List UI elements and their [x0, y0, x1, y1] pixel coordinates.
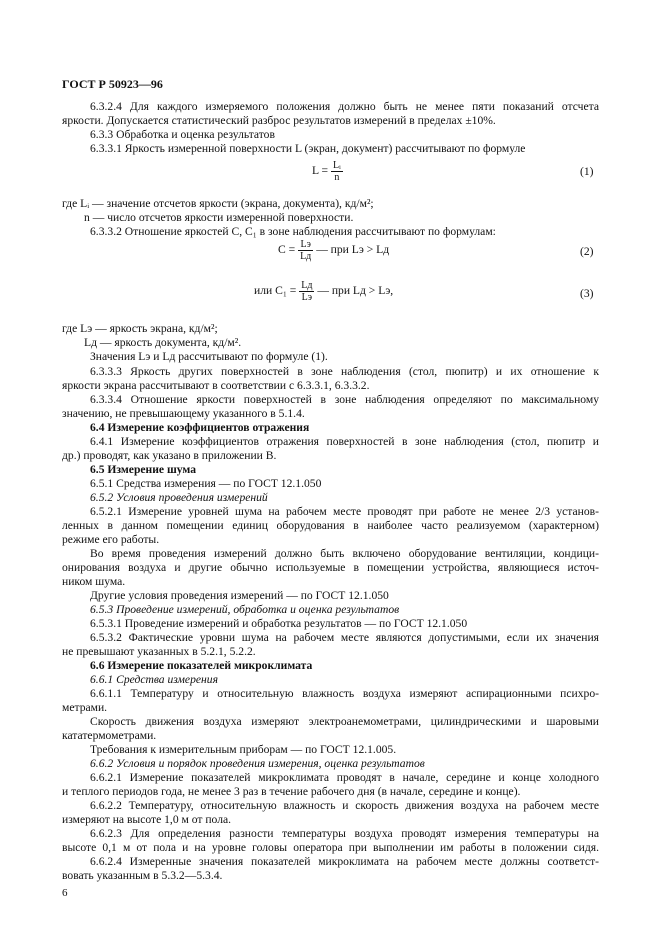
formula-3-number: (3) [580, 287, 594, 300]
text-line: и теплого периодов года, не менее 3 раз в течение рабочего дня (в начале, середине и конце). [62, 785, 521, 798]
formula-3 [254, 280, 393, 303]
text-line: 6.5.2 Условия проведения измерений [90, 491, 268, 504]
text-line: 6.6.1 Средства измерения [90, 673, 218, 686]
text-line: Требования к измерительным приборам — по ГОСТ 12.1.005. [90, 743, 397, 756]
text-line: не превышают указанных в 5.2.1, 5.2.2. [62, 645, 256, 658]
formula-2-condition: — при Lэ > Lд [316, 243, 390, 257]
text-line: ленных в данном помещении единиц оборудования в наиболее часто реализуемом (характерном) [62, 519, 599, 532]
text-line: 6.4 Измерение коэффициентов отражения [90, 421, 310, 434]
text-line: Скорость движения воздуха измеряют электроанемометрами, цилиндрическими и шаровыми [90, 715, 599, 728]
text-line: n — число отсчетов яркости измеренной поверхности. [84, 211, 354, 224]
text-line: 6.5.3.1 Проведение измерений и обработка результатов — по ГОСТ 12.1.050 [90, 617, 468, 630]
formula-1-fraction [331, 160, 343, 183]
text-line: 6.3.2.4 Для каждого измеряемого положения должно быть не менее пяти показаний отсчета [90, 100, 599, 113]
text-line: 6.6.2 Условия и порядок проведения измерения, оценка результатов [90, 757, 425, 770]
text-line: высоте 0,1 м от пола и на уровне головы оператора при выполнении им работы в положении сидя. [62, 841, 599, 854]
text-line: яркости экрана рассчитывают в соответствии с 6.3.3.1, 6.3.3.2. [62, 379, 370, 392]
text-line: Во время проведения измерений должно быть включено оборудование вентиляции, кондици- [90, 547, 599, 560]
text-line: вовать указанным в 5.3.2—5.3.4. [62, 869, 223, 882]
formula-1-lhs: L = [312, 164, 329, 178]
text-line: 6.5.2.1 Измерение уровней шума на рабочем месте проводят при работе не менее 2/3 установ- [90, 505, 599, 518]
formula-2-lhs: C = [278, 243, 296, 257]
formula-2 [278, 239, 389, 262]
text-line: 6.3.3 Обработка и оценка результатов [90, 128, 275, 141]
text-line: 6.5.3.2 Фактические уровни шума на рабочем месте являются допустимыми, если их значения [90, 631, 599, 644]
text-line: 6.3.3.4 Отношение яркости поверхностей в зоне наблюдения определяют по максимальному [90, 393, 599, 406]
text-line: кататермометрами. [62, 729, 157, 742]
text-line: 6.6 Измерение показателей микроклимата [90, 659, 313, 672]
formula-1-denominator: n [334, 172, 340, 183]
formula-1-number: (1) [580, 165, 594, 178]
text-line: 6.5.3 Проведение измерений, обработка и оценка результатов [90, 603, 400, 616]
formula-2-numerator: Lэ [298, 239, 313, 251]
formula-3-lhs: или C₁ = [254, 284, 297, 298]
text-line: метрами. [62, 701, 108, 714]
formula-1-numerator: Lᵢ [333, 160, 341, 171]
text-line: 6.4.1 Измерение коэффициентов отражения поверхностей в зоне наблюдения (стол, пюпитр и [90, 435, 599, 448]
text-line: онирования воздуха и другие обычно используемые в помещении устройства, являющиеся источ- [62, 561, 599, 574]
text-line: 6.6.2.2 Температуру, относительную влажность и скорость движения воздуха на рабочем месте [90, 799, 599, 812]
document-header: ГОСТ Р 50923—96 [62, 77, 163, 91]
formula-2-fraction [298, 239, 313, 262]
text-line: Другие условия проведения измерений — по ГОСТ 12.1.050 [90, 589, 389, 602]
text-line: 6.5 Измерение шума [90, 463, 196, 476]
text-line: яркости. Допускается статистический разброс результатов измерений в пределах ±10%. [62, 114, 496, 127]
page-number: 6 [62, 887, 68, 899]
formula-2-number: (2) [580, 245, 594, 258]
text-line: значению, не превышающему указанного в 5.1.4. [62, 407, 305, 420]
formula-3-fraction [299, 280, 314, 303]
text-line: 6.6.2.1 Измерение показателей микроклимата проводят в начале, середине и конце холодного [90, 771, 599, 784]
text-line: 6.3.3.3 Яркость других поверхностей в зоне наблюдения (стол, пюпитр) и их отношение к [90, 365, 599, 378]
text-line: 6.6.1.1 Температуру и относительную влажность воздуха измеряют аспирационными психро- [90, 687, 599, 700]
formula-1 [312, 160, 343, 183]
formula-3-denominator: Lэ [301, 292, 313, 303]
text-line: Значения Lэ и Lд рассчитывают по формуле (1). [90, 350, 328, 363]
text-line: режиме его работы. [62, 533, 160, 546]
formula-2-denominator: Lд [300, 251, 312, 262]
text-line: 6.6.2.4 Измеренные значения показателей микроклимата на рабочем месте должны соответст- [90, 855, 599, 868]
text-line: 6.3.3.1 Яркость измеренной поверхности L (экран, документ) рассчитывают по формуле [90, 142, 526, 155]
text-line: где Lэ — яркость экрана, кд/м²; [62, 322, 218, 335]
text-line: др.) проводят, как указано в приложении В. [62, 449, 277, 462]
text-line: 6.3.3.2 Отношение яркостей C, C₁ в зоне наблюдения рассчитывают по формулам: [90, 225, 496, 238]
text-line: Lд — яркость документа, кд/м². [84, 336, 242, 349]
formula-3-condition: — при Lд > Lэ, [317, 284, 394, 298]
text-line: где Lᵢ — значение отсчетов яркости (экрана, документа), кд/м²; [62, 197, 374, 210]
text-line: 6.5.1 Средства измерения — по ГОСТ 12.1.050 [90, 477, 322, 490]
text-line: измеряют на высоте 1,0 м от пола. [62, 813, 232, 826]
text-line: 6.6.2.3 Для определения разности температуры воздуха проводят измерения температуры на [90, 827, 599, 840]
text-line: ником шума. [62, 575, 126, 588]
formula-3-numerator: Lд [301, 280, 313, 291]
